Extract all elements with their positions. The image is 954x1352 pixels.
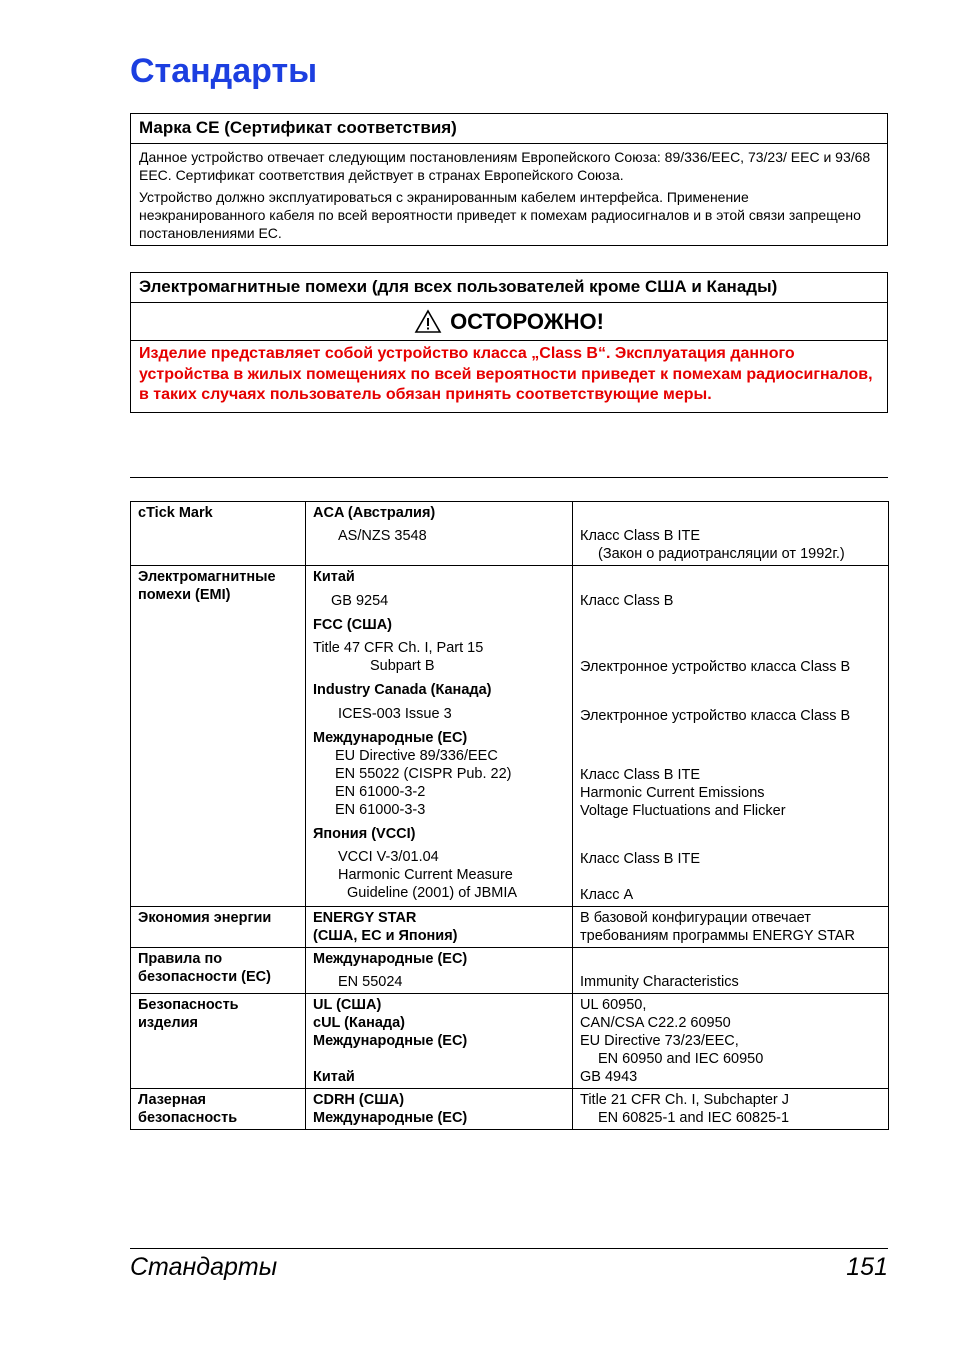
org-name: Международные (ЕС) <box>313 951 468 967</box>
standard-result: Voltage Fluctuations and Flicker <box>580 803 786 819</box>
standard-result: Электронное устройство класса Class B <box>580 708 851 724</box>
ce-paragraph-1: Данное устройство отвечает следующим постановлениям Европейского Союза: 89/336/EEC, 73/23/ EEC и 93/68 EEC. Сертификат соответствия действует в странах Европейского Союза. <box>139 149 871 183</box>
org-name: CDRH (США) <box>313 1092 405 1108</box>
standard-result: UL 60950, <box>580 997 647 1013</box>
ce-paragraph-2: Устройство должно эксплуатироваться с экранированным кабелем интерфейса. Применение неэкранированного кабеля по всей вероятности приведет к помехам радиосигналов и в этой связи запрещено постановлениями ЕС. <box>139 189 861 241</box>
footer-title: Стандарты <box>130 1253 278 1281</box>
standard-result: Immunity Characteristics <box>580 974 739 990</box>
standard-name: VCCI V-3/01.04 <box>338 849 439 865</box>
standard-name: EN 55024 <box>338 974 403 990</box>
org-name: Япония (VCCI) <box>313 826 416 842</box>
table-row <box>131 948 889 994</box>
standard-result: Класс A <box>580 887 634 903</box>
standard-name: EN 61000-3-2 <box>335 784 426 800</box>
ce-mark-box <box>130 113 888 246</box>
standard-result: В базовой конфигурации отвечает <box>580 910 811 926</box>
org-name: FCC (США) <box>313 617 392 633</box>
caution-header <box>131 303 887 341</box>
warning-triangle-icon <box>414 309 442 334</box>
emi-warning-box <box>130 272 888 413</box>
standard-result: (Закон о радиотрансляции от 1992г.) <box>598 546 845 562</box>
standard-result: CAN/CSA C22.2 60950 <box>580 1015 731 1031</box>
standard-result: Электронное устройство класса Class B <box>580 659 851 675</box>
caution-title: ОСТОРОЖНО! <box>450 308 604 334</box>
caution-text: Изделие представляет собой устройство класса „Class B“. Эксплуатация данного устройства в жилых помещениях по всей вероятности приведет к помехам радиосигналов, в таких случаях пользователь обязан принять соответствующие меры. <box>139 345 873 403</box>
org-name: Industry Canada (Канада) <box>313 682 492 698</box>
standard-result: GB 4943 <box>580 1069 638 1085</box>
emi-header: Электромагнитные помехи (для всех пользователей кроме США и Канады) <box>131 273 887 303</box>
standard-result: Класс Class B <box>580 593 674 609</box>
row-label: Электромагнитные помехи (EMI) <box>131 566 306 907</box>
standard-result: Класс Class B ITE <box>580 767 701 783</box>
ce-mark-header: Марка CE (Сертификат соответствия) <box>131 114 887 144</box>
org-name: Международные (ЕС) <box>313 730 468 746</box>
org-name: Китай <box>313 1069 355 1085</box>
standard-name: Title 47 CFR Ch. I, Part 15 <box>313 640 484 656</box>
row-label: Безопасность изделия <box>131 994 306 1089</box>
standard-result: EN 60950 and IEC 60950 <box>598 1051 764 1067</box>
standard-name: AS/NZS 3548 <box>338 528 427 544</box>
standard-name: ICES-003 Issue 3 <box>338 706 452 722</box>
standard-result: Класс Class B ITE <box>580 851 701 867</box>
section-divider <box>130 477 888 478</box>
org-name: ENERGY STAR <box>313 910 417 926</box>
standard-result: Title 21 CFR Ch. I, Subchapter J <box>580 1092 789 1108</box>
org-name: (США, ЕС и Япония) <box>313 928 458 944</box>
standard-name: Subpart B <box>370 658 435 674</box>
row-label: Правила по безопасности (ЕС) <box>131 948 306 994</box>
page-number: 151 <box>846 1253 888 1281</box>
row-label: cTick Mark <box>131 502 306 566</box>
org-name: UL (США) <box>313 997 382 1013</box>
standard-result: Harmonic Current Emissions <box>580 785 765 801</box>
standard-name: EU Directive 89/336/EEC <box>335 748 498 764</box>
org-name: Международные (ЕС) <box>313 1110 468 1126</box>
table-row <box>131 907 889 948</box>
org-name: ACA (Австралия) <box>313 505 436 521</box>
table-row <box>131 994 889 1089</box>
standard-name: GB 9254 <box>331 593 389 609</box>
table-row <box>131 502 889 566</box>
org-name: Китай <box>313 569 355 585</box>
standard-name: EN 61000-3-3 <box>335 802 426 818</box>
row-label: Лазерная безопасность <box>131 1089 306 1130</box>
footer-divider <box>130 1248 888 1249</box>
table-row <box>131 566 889 907</box>
row-label: Экономия энергии <box>131 907 306 948</box>
org-name: Международные (ЕС) <box>313 1033 468 1049</box>
table-row <box>131 1089 889 1130</box>
standard-result: требованиям программы ENERGY STAR <box>580 928 855 944</box>
standard-name: Harmonic Current Measure <box>338 867 513 883</box>
standards-table <box>130 501 889 1130</box>
standard-result: Класс Class B ITE <box>580 528 701 544</box>
standard-result: EN 60825-1 and IEC 60825-1 <box>598 1110 790 1126</box>
standard-name: Guideline (2001) of JBMIA <box>347 885 518 901</box>
page-title: Стандарты <box>130 52 318 90</box>
org-name: cUL (Канада) <box>313 1015 405 1031</box>
standard-name: EN 55022 (CISPR Pub. 22) <box>335 766 512 782</box>
standard-result: EU Directive 73/23/EEC, <box>580 1033 739 1049</box>
